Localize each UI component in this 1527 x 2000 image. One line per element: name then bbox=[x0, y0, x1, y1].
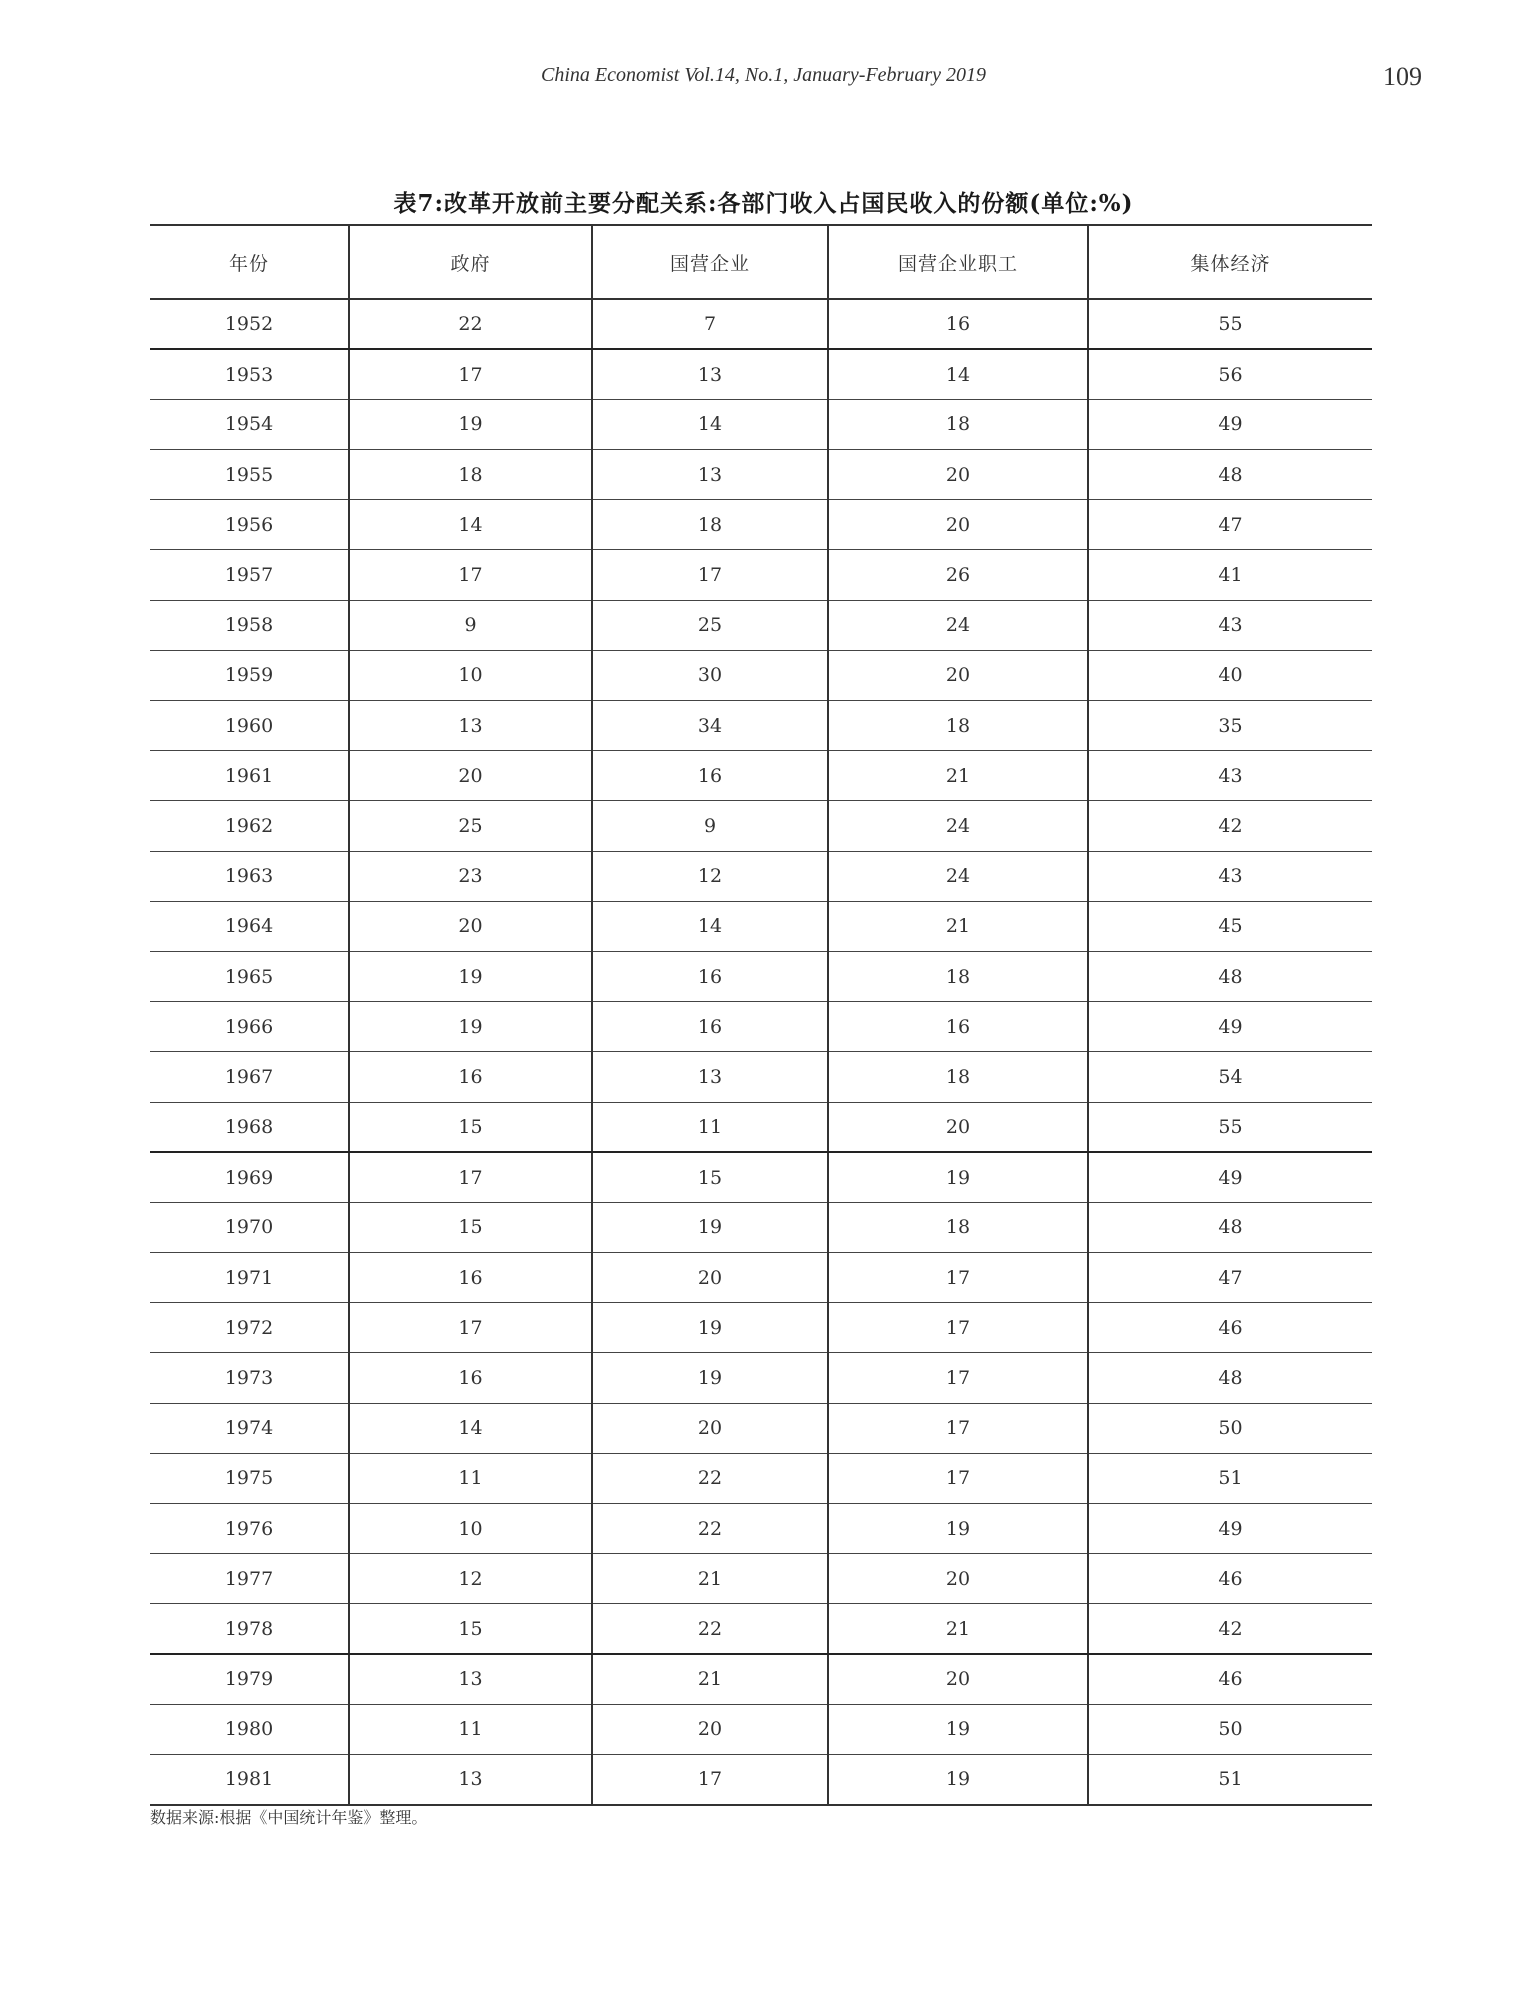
table-row bbox=[150, 450, 1372, 500]
cell-year: 1961 bbox=[150, 751, 349, 801]
cell-state-enterprise-employees: 26 bbox=[828, 550, 1088, 600]
cell-state-enterprise-employees: 17 bbox=[828, 1303, 1088, 1353]
cell-government: 17 bbox=[349, 1303, 592, 1353]
table-row bbox=[150, 500, 1372, 550]
cell-collective-economy: 47 bbox=[1088, 1253, 1372, 1303]
cell-state-enterprise-employees: 16 bbox=[828, 1002, 1088, 1052]
cell-government: 19 bbox=[349, 1002, 592, 1052]
cell-state-enterprise-employees: 18 bbox=[828, 1202, 1088, 1252]
cell-state-enterprise-employees: 18 bbox=[828, 1052, 1088, 1102]
column-header-year: 年份 bbox=[150, 225, 349, 299]
cell-state-enterprises: 19 bbox=[592, 1353, 828, 1403]
cell-government: 13 bbox=[349, 1754, 592, 1804]
table-row bbox=[150, 1554, 1372, 1604]
table-row bbox=[150, 1102, 1372, 1152]
cell-year: 1978 bbox=[150, 1604, 349, 1654]
table-row bbox=[150, 751, 1372, 801]
cell-state-enterprise-employees: 17 bbox=[828, 1453, 1088, 1503]
column-header-state-enterprises: 国营企业 bbox=[592, 225, 828, 299]
cell-state-enterprises: 18 bbox=[592, 500, 828, 550]
cell-collective-economy: 43 bbox=[1088, 751, 1372, 801]
table-row bbox=[150, 1754, 1372, 1804]
cell-state-enterprises: 13 bbox=[592, 1052, 828, 1102]
table-row bbox=[150, 399, 1372, 449]
cell-year: 1953 bbox=[150, 349, 349, 399]
cell-collective-economy: 49 bbox=[1088, 1504, 1372, 1554]
cell-collective-economy: 54 bbox=[1088, 1052, 1372, 1102]
cell-state-enterprise-employees: 20 bbox=[828, 1554, 1088, 1604]
cell-collective-economy: 43 bbox=[1088, 600, 1372, 650]
cell-government: 14 bbox=[349, 1403, 592, 1453]
table-title: 表7:改革开放前主要分配关系:各部门收入占国民收入的份额(单位:%) bbox=[393, 190, 1134, 217]
cell-state-enterprise-employees: 20 bbox=[828, 1654, 1088, 1704]
cell-state-enterprises: 20 bbox=[592, 1253, 828, 1303]
cell-state-enterprises: 34 bbox=[592, 701, 828, 751]
cell-government: 15 bbox=[349, 1102, 592, 1152]
cell-state-enterprises: 22 bbox=[592, 1604, 828, 1654]
cell-year: 1957 bbox=[150, 550, 349, 600]
table-row bbox=[150, 1303, 1372, 1353]
cell-state-enterprises: 22 bbox=[592, 1453, 828, 1503]
cell-collective-economy: 40 bbox=[1088, 650, 1372, 700]
cell-state-enterprises: 20 bbox=[592, 1704, 828, 1754]
page-number: 109 bbox=[1383, 62, 1422, 91]
cell-state-enterprises: 17 bbox=[592, 1754, 828, 1804]
cell-state-enterprise-employees: 20 bbox=[828, 500, 1088, 550]
cell-state-enterprise-employees: 17 bbox=[828, 1353, 1088, 1403]
cell-state-enterprises: 20 bbox=[592, 1403, 828, 1453]
cell-government: 19 bbox=[349, 951, 592, 1001]
cell-state-enterprises: 16 bbox=[592, 951, 828, 1001]
cell-government: 17 bbox=[349, 1152, 592, 1202]
cell-government: 12 bbox=[349, 1554, 592, 1604]
running-head: China Economist Vol.14, No.1, January-February 2019 bbox=[541, 64, 986, 86]
cell-state-enterprise-employees: 19 bbox=[828, 1152, 1088, 1202]
cell-collective-economy: 50 bbox=[1088, 1704, 1372, 1754]
table-row bbox=[150, 1253, 1372, 1303]
table-row bbox=[150, 1152, 1372, 1202]
table-row bbox=[150, 1002, 1372, 1052]
cell-state-enterprise-employees: 19 bbox=[828, 1704, 1088, 1754]
cell-state-enterprises: 14 bbox=[592, 399, 828, 449]
cell-state-enterprise-employees: 21 bbox=[828, 751, 1088, 801]
cell-year: 1959 bbox=[150, 650, 349, 700]
cell-government: 16 bbox=[349, 1253, 592, 1303]
cell-state-enterprises: 9 bbox=[592, 801, 828, 851]
cell-state-enterprise-employees: 16 bbox=[828, 299, 1088, 349]
cell-state-enterprises: 14 bbox=[592, 901, 828, 951]
cell-state-enterprises: 16 bbox=[592, 751, 828, 801]
cell-state-enterprises: 11 bbox=[592, 1102, 828, 1152]
table-body bbox=[150, 299, 1372, 1805]
cell-state-enterprise-employees: 18 bbox=[828, 399, 1088, 449]
cell-collective-economy: 46 bbox=[1088, 1554, 1372, 1604]
cell-state-enterprise-employees: 20 bbox=[828, 1102, 1088, 1152]
cell-year: 1954 bbox=[150, 399, 349, 449]
cell-government: 16 bbox=[349, 1353, 592, 1403]
cell-state-enterprises: 13 bbox=[592, 450, 828, 500]
cell-year: 1971 bbox=[150, 1253, 349, 1303]
table-row bbox=[150, 1202, 1372, 1252]
cell-government: 20 bbox=[349, 751, 592, 801]
cell-government: 17 bbox=[349, 349, 592, 399]
table-row bbox=[150, 851, 1372, 901]
cell-collective-economy: 49 bbox=[1088, 399, 1372, 449]
cell-state-enterprise-employees: 24 bbox=[828, 801, 1088, 851]
cell-government: 10 bbox=[349, 650, 592, 700]
cell-collective-economy: 49 bbox=[1088, 1002, 1372, 1052]
table-row bbox=[150, 600, 1372, 650]
cell-government: 22 bbox=[349, 299, 592, 349]
cell-state-enterprises: 25 bbox=[592, 600, 828, 650]
cell-collective-economy: 56 bbox=[1088, 349, 1372, 399]
cell-government: 11 bbox=[349, 1704, 592, 1754]
cell-government: 15 bbox=[349, 1604, 592, 1654]
cell-state-enterprise-employees: 14 bbox=[828, 349, 1088, 399]
cell-year: 1962 bbox=[150, 801, 349, 851]
cell-year: 1968 bbox=[150, 1102, 349, 1152]
cell-collective-economy: 42 bbox=[1088, 1604, 1372, 1654]
cell-collective-economy: 49 bbox=[1088, 1152, 1372, 1202]
cell-year: 1976 bbox=[150, 1504, 349, 1554]
cell-year: 1977 bbox=[150, 1554, 349, 1604]
cell-collective-economy: 51 bbox=[1088, 1754, 1372, 1804]
cell-collective-economy: 42 bbox=[1088, 801, 1372, 851]
table-row bbox=[150, 1654, 1372, 1704]
cell-state-enterprises: 17 bbox=[592, 550, 828, 600]
cell-government: 13 bbox=[349, 1654, 592, 1704]
column-header-state-enterprise-employees: 国营企业职工 bbox=[828, 225, 1088, 299]
cell-state-enterprise-employees: 21 bbox=[828, 901, 1088, 951]
cell-state-enterprises: 19 bbox=[592, 1202, 828, 1252]
cell-state-enterprises: 12 bbox=[592, 851, 828, 901]
table-row bbox=[150, 901, 1372, 951]
cell-year: 1979 bbox=[150, 1654, 349, 1704]
cell-state-enterprise-employees: 24 bbox=[828, 600, 1088, 650]
table-row bbox=[150, 801, 1372, 851]
cell-government: 14 bbox=[349, 500, 592, 550]
source-note: 数据来源:根据《中国统计年鉴》整理。 bbox=[150, 1808, 428, 1827]
cell-year: 1975 bbox=[150, 1453, 349, 1503]
table-row bbox=[150, 1052, 1372, 1102]
table-row bbox=[150, 349, 1372, 399]
cell-state-enterprise-employees: 17 bbox=[828, 1253, 1088, 1303]
cell-government: 10 bbox=[349, 1504, 592, 1554]
cell-state-enterprise-employees: 18 bbox=[828, 701, 1088, 751]
cell-collective-economy: 43 bbox=[1088, 851, 1372, 901]
cell-state-enterprises: 21 bbox=[592, 1554, 828, 1604]
cell-state-enterprise-employees: 20 bbox=[828, 650, 1088, 700]
cell-year: 1964 bbox=[150, 901, 349, 951]
cell-year: 1963 bbox=[150, 851, 349, 901]
cell-state-enterprise-employees: 18 bbox=[828, 951, 1088, 1001]
cell-collective-economy: 46 bbox=[1088, 1303, 1372, 1353]
cell-year: 1969 bbox=[150, 1152, 349, 1202]
table-row bbox=[150, 1453, 1372, 1503]
cell-collective-economy: 48 bbox=[1088, 1202, 1372, 1252]
cell-collective-economy: 48 bbox=[1088, 450, 1372, 500]
cell-collective-economy: 55 bbox=[1088, 299, 1372, 349]
cell-state-enterprise-employees: 17 bbox=[828, 1403, 1088, 1453]
cell-state-enterprises: 13 bbox=[592, 349, 828, 399]
cell-state-enterprises: 15 bbox=[592, 1152, 828, 1202]
cell-year: 1967 bbox=[150, 1052, 349, 1102]
cell-collective-economy: 50 bbox=[1088, 1403, 1372, 1453]
cell-state-enterprises: 19 bbox=[592, 1303, 828, 1353]
cell-government: 18 bbox=[349, 450, 592, 500]
cell-state-enterprise-employees: 24 bbox=[828, 851, 1088, 901]
cell-state-enterprise-employees: 20 bbox=[828, 450, 1088, 500]
table-row bbox=[150, 550, 1372, 600]
cell-year: 1965 bbox=[150, 951, 349, 1001]
cell-government: 19 bbox=[349, 399, 592, 449]
cell-collective-economy: 35 bbox=[1088, 701, 1372, 751]
cell-collective-economy: 55 bbox=[1088, 1102, 1372, 1152]
cell-state-enterprises: 22 bbox=[592, 1504, 828, 1554]
cell-year: 1966 bbox=[150, 1002, 349, 1052]
income-share-table bbox=[150, 224, 1372, 1806]
cell-collective-economy: 47 bbox=[1088, 500, 1372, 550]
cell-state-enterprise-employees: 19 bbox=[828, 1754, 1088, 1804]
cell-state-enterprise-employees: 21 bbox=[828, 1604, 1088, 1654]
cell-year: 1956 bbox=[150, 500, 349, 550]
table-row bbox=[150, 701, 1372, 751]
cell-government: 20 bbox=[349, 901, 592, 951]
cell-year: 1955 bbox=[150, 450, 349, 500]
column-header-collective-economy: 集体经济 bbox=[1088, 225, 1372, 299]
cell-year: 1972 bbox=[150, 1303, 349, 1353]
cell-year: 1973 bbox=[150, 1353, 349, 1403]
cell-year: 1974 bbox=[150, 1403, 349, 1453]
cell-state-enterprises: 21 bbox=[592, 1654, 828, 1704]
cell-government: 9 bbox=[349, 600, 592, 650]
cell-government: 11 bbox=[349, 1453, 592, 1503]
table-row bbox=[150, 1504, 1372, 1554]
cell-collective-economy: 45 bbox=[1088, 901, 1372, 951]
cell-collective-economy: 46 bbox=[1088, 1654, 1372, 1704]
cell-state-enterprises: 7 bbox=[592, 299, 828, 349]
cell-government: 23 bbox=[349, 851, 592, 901]
table-row bbox=[150, 650, 1372, 700]
cell-state-enterprise-employees: 19 bbox=[828, 1504, 1088, 1554]
cell-collective-economy: 48 bbox=[1088, 951, 1372, 1001]
cell-year: 1960 bbox=[150, 701, 349, 751]
cell-year: 1958 bbox=[150, 600, 349, 650]
table-row bbox=[150, 1604, 1372, 1654]
table-row bbox=[150, 1353, 1372, 1403]
table-header-row bbox=[150, 225, 1372, 299]
table-row bbox=[150, 951, 1372, 1001]
cell-year: 1970 bbox=[150, 1202, 349, 1252]
cell-government: 13 bbox=[349, 701, 592, 751]
cell-government: 17 bbox=[349, 550, 592, 600]
cell-collective-economy: 41 bbox=[1088, 550, 1372, 600]
cell-year: 1952 bbox=[150, 299, 349, 349]
table-row bbox=[150, 1704, 1372, 1754]
cell-government: 15 bbox=[349, 1202, 592, 1252]
cell-year: 1980 bbox=[150, 1704, 349, 1754]
cell-government: 16 bbox=[349, 1052, 592, 1102]
cell-government: 25 bbox=[349, 801, 592, 851]
cell-state-enterprises: 16 bbox=[592, 1002, 828, 1052]
cell-state-enterprises: 30 bbox=[592, 650, 828, 700]
cell-collective-economy: 48 bbox=[1088, 1353, 1372, 1403]
cell-year: 1981 bbox=[150, 1754, 349, 1804]
table-row bbox=[150, 1403, 1372, 1453]
table-row bbox=[150, 299, 1372, 349]
column-header-government: 政府 bbox=[349, 225, 592, 299]
cell-collective-economy: 51 bbox=[1088, 1453, 1372, 1503]
